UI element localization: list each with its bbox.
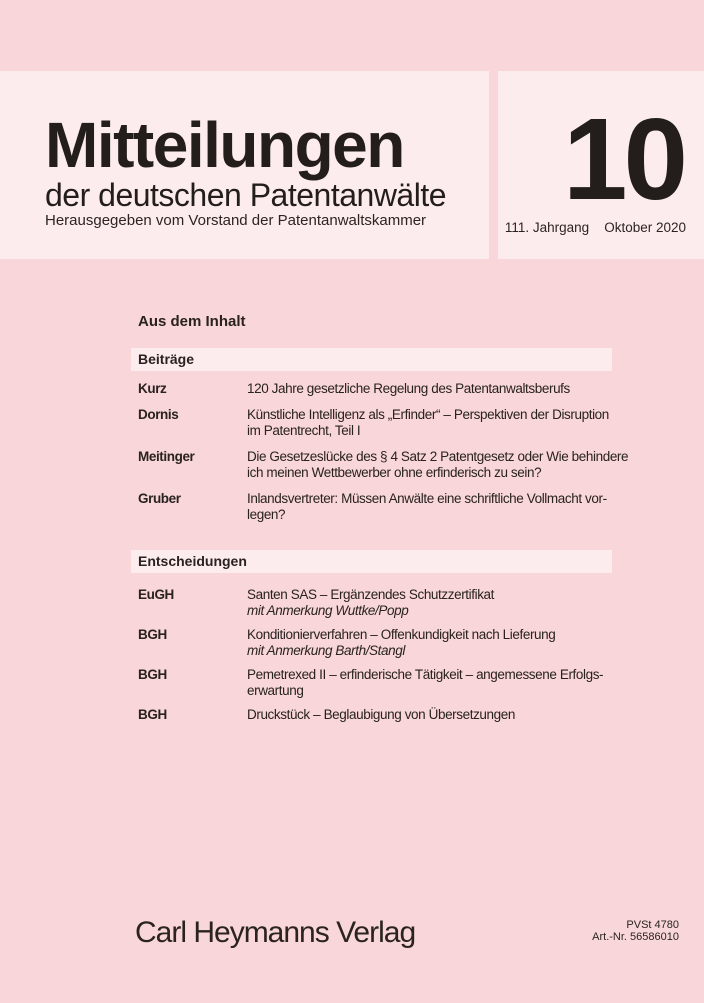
entry-title: Druckstück – Beglaubigung von Übersetzungen bbox=[247, 707, 515, 722]
toc-entry bbox=[138, 667, 616, 699]
publisher-line: Herausgegeben vom Vorstand der Patentanwaltskammer bbox=[45, 212, 427, 229]
publisher-name: Carl Heymanns Verlag bbox=[135, 916, 416, 949]
issue-number: 10 bbox=[562, 94, 684, 224]
print-codes bbox=[592, 919, 679, 943]
toc-section-beitraege bbox=[138, 381, 629, 533]
entry-note: mit Anmerkung Wuttke/Popp bbox=[247, 603, 409, 618]
issue-meta bbox=[505, 221, 686, 236]
journal-subtitle: der deutschen Patentanwälte bbox=[45, 177, 447, 213]
author-name: Meitinger bbox=[138, 449, 195, 464]
entry-title: Santen SAS – Ergänzendes Schutzzertifikat bbox=[247, 587, 495, 602]
author-name: Kurz bbox=[138, 381, 167, 396]
toc-entry bbox=[138, 449, 629, 481]
entry-title: Konditionierverfahren – Offenkundigkeit nach Lieferung bbox=[247, 627, 556, 642]
section-header-beitraege: Beiträge bbox=[131, 348, 612, 371]
toc-section-entscheidungen bbox=[138, 587, 616, 731]
court-name: BGH bbox=[138, 667, 167, 682]
entry-title: Inlandsvertreter: Müssen Anwälte eine schriftliche Vollmacht vor- legen? bbox=[247, 491, 607, 522]
issue-month: Oktober 2020 bbox=[604, 220, 686, 235]
volume-label: 111. Jahrgang bbox=[504, 220, 590, 235]
toc-entry bbox=[138, 407, 616, 439]
article-number: Art.-Nr. 56586010 bbox=[592, 931, 679, 943]
entry-title: Pemetrexed II – erfinderische Tätigkeit – angemessene Erfolgs- erwartung bbox=[247, 667, 604, 698]
court-name: BGH bbox=[138, 627, 167, 642]
toc-entry bbox=[138, 627, 616, 659]
toc-entry bbox=[138, 707, 616, 723]
entry-note: mit Anmerkung Barth/Stangl bbox=[247, 643, 405, 658]
entry-title: Künstliche Intelligenz als „Erfinder“ – Perspektiven der Disruption im Patentrecht, Teil I bbox=[247, 407, 609, 438]
issue-panel bbox=[498, 71, 704, 259]
toc-entry bbox=[138, 491, 616, 523]
contents-heading: Aus dem Inhalt bbox=[138, 313, 246, 330]
author-name: Gruber bbox=[138, 491, 181, 506]
journal-title: Mitteilungen bbox=[45, 109, 404, 181]
court-name: EuGH bbox=[138, 587, 174, 602]
toc-entry bbox=[138, 381, 616, 397]
section-header-entscheidungen: Entscheidungen bbox=[131, 550, 612, 573]
entry-title: 120 Jahre gesetzliche Regelung des Patentanwaltsberufs bbox=[247, 381, 570, 396]
court-name: BGH bbox=[138, 707, 167, 722]
toc-entry bbox=[138, 587, 616, 619]
postal-distribution-code: PVSt 4780 bbox=[626, 919, 679, 931]
author-name: Dornis bbox=[138, 407, 179, 422]
entry-title: Die Gesetzeslücke des § 4 Satz 2 Patentgesetz oder Wie behindere ich meinen Wettbewerber ohne erfinderisch zu sein? bbox=[247, 449, 629, 480]
masthead-panel bbox=[0, 71, 489, 259]
